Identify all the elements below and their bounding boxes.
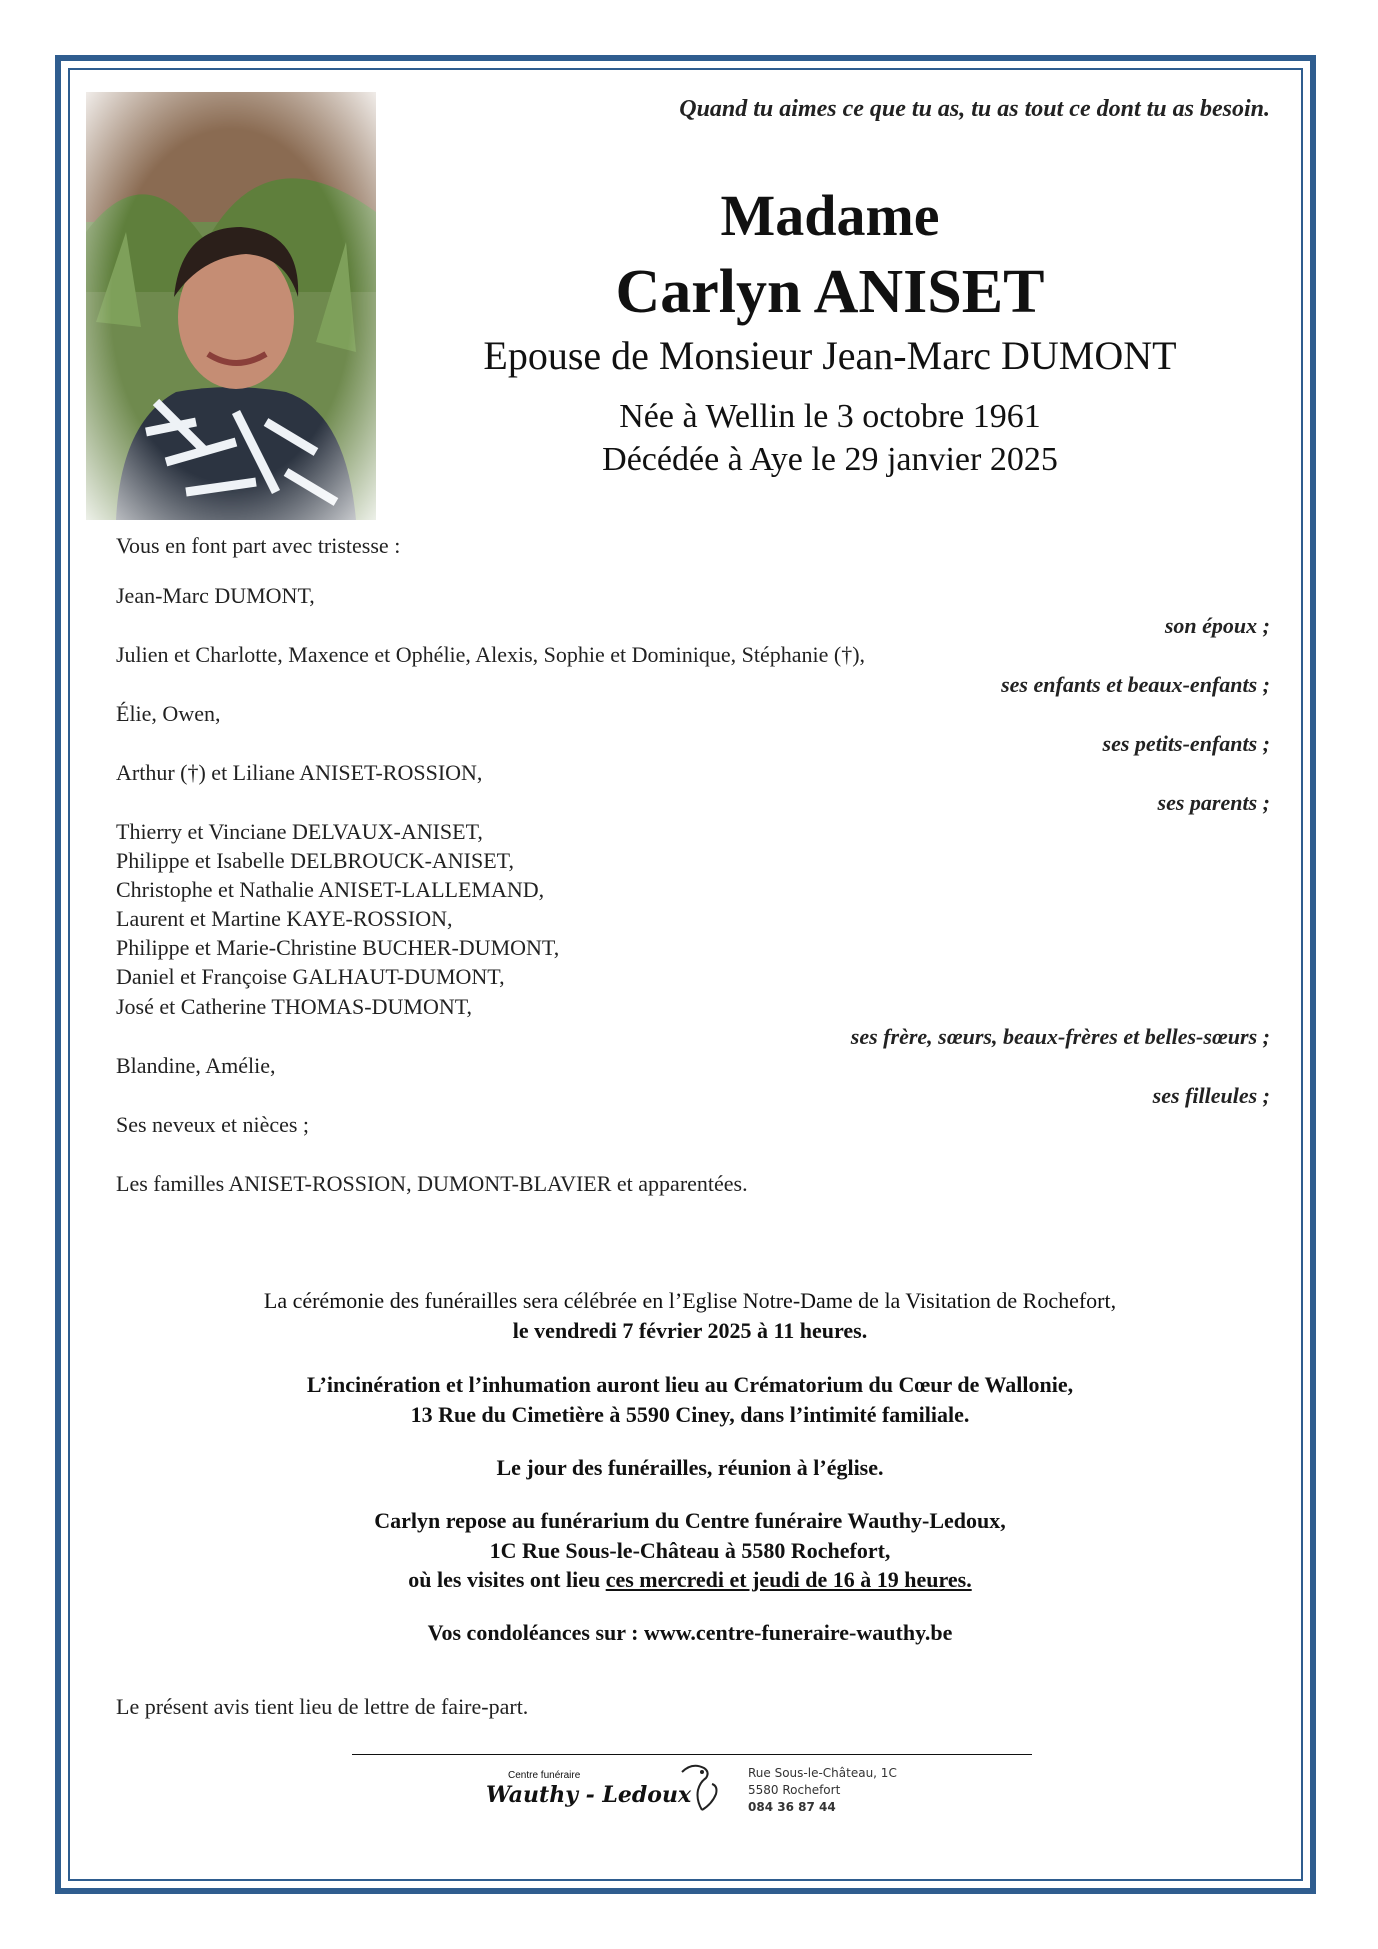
footer-address-city: 5580 Rochefort (748, 1783, 841, 1797)
funerarium-address: 1C Rue Sous-le-Château à 5580 Rochefort, (489, 1538, 891, 1563)
portrait-photo (86, 92, 376, 520)
family-line: Philippe et Isabelle DELBROUCK-ANISET, (116, 848, 514, 873)
closing-line: Le présent avis tient lieu de lettre de faire-part. (116, 1694, 529, 1719)
cremation-line: L’incinération et l’inhumation auront lieu au Crématorium du Cœur de Wallonie, (306, 1372, 1074, 1397)
spouse-line: Epouse de Monsieur Jean-Marc DUMONT (483, 333, 1177, 378)
family-line: Thierry et Vinciane DELVAUX-ANISET, (116, 819, 483, 844)
family-line: Ses neveux et nièces ; (116, 1112, 310, 1137)
funerarium-line: Carlyn repose au funérarium du Centre funéraire Wauthy-Ledoux, (374, 1508, 1006, 1533)
honorific: Madame (720, 183, 940, 248)
death-line: Décédée à Aye le 29 janvier 2025 (602, 441, 1058, 478)
family-line: José et Catherine THOMAS-DUMONT, (116, 994, 473, 1019)
intro-line: Vous en font part avec tristesse : (116, 533, 401, 558)
relation-label: son époux ; (1164, 613, 1270, 638)
footer-phone: 084 36 87 44 (748, 1800, 836, 1814)
family-line: Christophe et Nathalie ANISET-LALLEMAND, (116, 877, 545, 902)
family-line: Philippe et Marie-Christine BUCHER-DUMONT, (116, 935, 560, 960)
footer-divider (352, 1754, 1032, 1755)
family-line: Les familles ANISET-ROSSION, DUMONT-BLAVIER et apparentées. (116, 1171, 748, 1196)
family-line: Daniel et Françoise GALHAUT-DUMONT, (116, 964, 505, 989)
family-line: Jean-Marc DUMONT, (116, 583, 315, 608)
logo-name: Wauthy - Ledoux (486, 1782, 692, 1808)
relation-label: ses enfants et beaux-enfants ; (1001, 672, 1270, 697)
footer-address-street: Rue Sous-le-Château, 1C (748, 1766, 897, 1780)
deceased-name: Carlyn ANISET (615, 258, 1045, 326)
ceremony-date: le vendredi 7 février 2025 à 11 heures. (512, 1318, 868, 1343)
ceremony-line: La cérémonie des funérailles sera célébrée en l’Eglise Notre-Dame de la Visitation de Rochefort, (263, 1288, 1117, 1313)
relation-label: ses petits-enfants ; (1102, 731, 1270, 756)
funeral-home-logo-icon (672, 1760, 728, 1821)
birth-line: Née à Wellin le 3 octobre 1961 (619, 398, 1041, 435)
visits-line (90, 1567, 1290, 1593)
relation-label: ses frère, sœurs, beaux-frères et belles-sœurs ; (850, 1024, 1270, 1049)
cremation-address: 13 Rue du Cimetière à 5590 Ciney, dans l’intimité familiale. (410, 1402, 970, 1427)
family-line: Élie, Owen, (116, 701, 221, 726)
epigraph-quote: Quand tu aimes ce que tu as, tu as tout ce dont tu as besoin. (679, 96, 1270, 122)
logo-subtitle: Centre funéraire (508, 1770, 581, 1781)
family-line: Julien et Charlotte, Maxence et Ophélie, Alexis, Sophie et Dominique, Stéphanie (†), (116, 642, 866, 667)
relation-label: ses parents ; (1157, 790, 1270, 815)
family-line: Arthur (†) et Liliane ANISET-ROSSION, (116, 760, 483, 785)
family-line: Blandine, Amélie, (116, 1053, 276, 1078)
condolences-line: Vos condoléances sur : www.centre-funeraire-wauthy.be (427, 1620, 953, 1645)
visits-schedule: ces mercredi et jeudi de 16 à 19 heures. (605, 1567, 972, 1592)
visits-intro: où les visites ont lieu (408, 1567, 606, 1592)
relation-label: ses filleules ; (1152, 1083, 1270, 1108)
family-line: Laurent et Martine KAYE-ROSSION, (116, 906, 453, 931)
gathering-line: Le jour des funérailles, réunion à l’église. (496, 1455, 884, 1480)
